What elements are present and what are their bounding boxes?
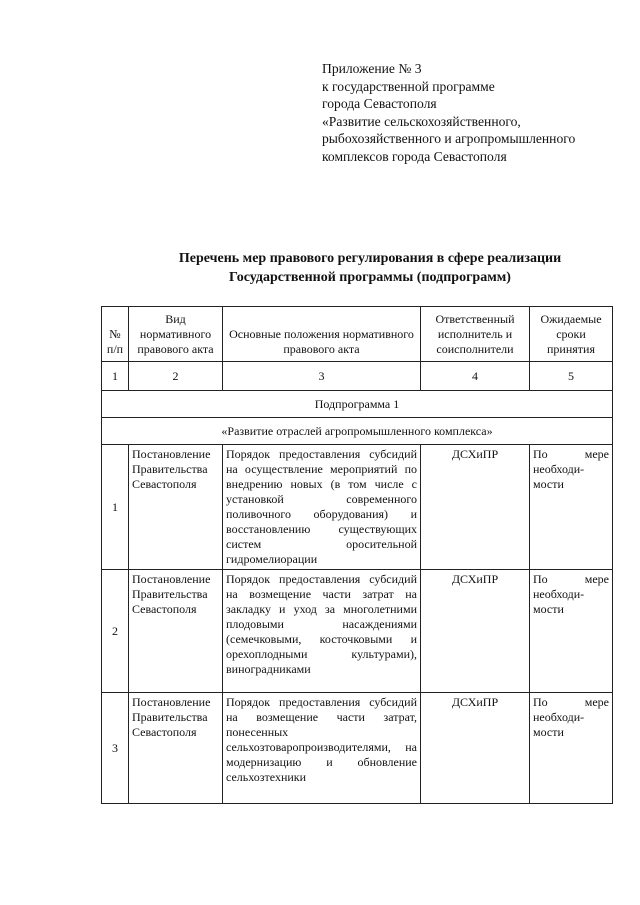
title-line-1: Перечень мер правового регулирования в сфере реализации: [178, 251, 562, 266]
row-provisions: Порядок предоставления субсидий на возмещение части затрат на закладку и уход за многолетними плодовыми насаждениями (семечковыми, косточковыми и орехоплодными культурами), виноградниками: [223, 570, 421, 693]
column-number: 3: [223, 362, 421, 391]
header-responsible: Ответственный исполнитель и соисполнители: [421, 307, 530, 362]
row-act-type: Постановление Правительства Севастополя: [129, 693, 223, 804]
row-number: 3: [102, 693, 129, 804]
column-number: 4: [421, 362, 530, 391]
row-terms: По мере необходи-мости: [530, 693, 613, 804]
title-line-2: Государственной программы (подпрограмм): [229, 270, 511, 285]
row-act-type: Постановление Правительства Севастополя: [129, 445, 223, 570]
row-terms: По мере необходи-мости: [530, 570, 613, 693]
header-num: № п/п: [102, 307, 129, 362]
row-provisions: Порядок предоставления субсидий на осуществление мероприятий по внедрению новых (в том числе с установкой современного поливочного оборудования) и восстановлению существующих систем оросительной гидромелиорации: [223, 445, 421, 570]
table-header-row: [102, 307, 613, 362]
row-act-type: Постановление Правительства Севастополя: [129, 570, 223, 693]
row-terms: По мере необходи-мости: [530, 445, 613, 570]
table-row: [102, 570, 613, 693]
row-responsible: ДСХиПР: [421, 693, 530, 804]
column-number: 5: [530, 362, 613, 391]
subprogram-row: [102, 391, 613, 418]
annex-line: Приложение № 3: [322, 61, 422, 76]
header-provisions: Основные положения нормативного правового акта: [223, 307, 421, 362]
row-responsible: ДСХиПР: [421, 445, 530, 570]
annex-line: города Севастополя: [322, 96, 437, 112]
header-type: Вид нормативного правового акта: [129, 307, 223, 362]
annex-line: «Развитие сельскохозяйственного,: [322, 113, 521, 129]
row-number: 1: [102, 445, 129, 570]
column-number: 2: [129, 362, 223, 391]
row-responsible: ДСХиПР: [421, 570, 530, 693]
column-numbers-row: [102, 362, 613, 391]
regulation-measures-table: [101, 306, 613, 804]
subprogram-label: Подпрограмма 1: [102, 391, 613, 418]
table-row: [102, 693, 613, 804]
column-number: 1: [102, 362, 129, 391]
annex-line: комплексов города Севастополя: [322, 148, 507, 164]
row-provisions: Порядок предоставления субсидий на возмещение части затрат, понесенных сельхозтоваропроизводителями, на модернизацию и обновление сельхозтехники: [223, 693, 421, 804]
annex-header: [322, 60, 622, 166]
subprogram-name: «Развитие отраслей агропромышленного комплекса»: [102, 418, 613, 445]
header-terms: Ожидаемые сроки принятия: [530, 307, 613, 362]
row-number: 2: [102, 570, 129, 693]
document-title: [100, 249, 640, 287]
subprogram-name-row: [102, 418, 613, 445]
annex-line: к государственной программе: [322, 78, 495, 94]
annex-line: рыбохозяйственного и агропромышленного: [322, 131, 576, 147]
table-row: [102, 445, 613, 570]
